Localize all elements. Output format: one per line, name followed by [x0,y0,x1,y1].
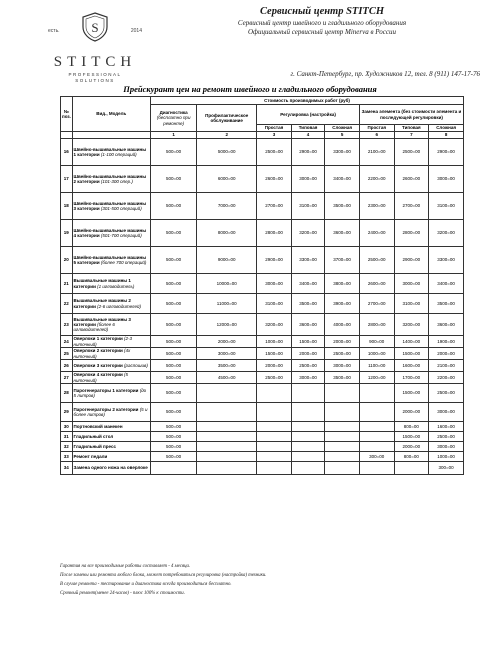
price-cell: 300=00 [359,452,394,462]
price-cell: 2000=00 [394,442,429,452]
price-cell: 2900=00 [291,139,324,166]
row-number: 26 [61,360,73,372]
row-name-cell [72,247,150,274]
row-note: (501-700 операций) [100,233,142,238]
price-cell [257,462,292,475]
price-cell [325,442,360,452]
price-cell: 1500=00 [394,384,429,403]
table-row [61,314,464,336]
price-cell: 3000=00 [291,372,324,384]
price-cell: 3100=00 [291,193,324,220]
price-cell [197,452,257,462]
price-cell: 3000=00 [257,274,292,294]
row-name: Гладильный пресс [73,443,116,449]
price-cell: 2500=00 [394,139,429,166]
price-cell: 2900=00 [394,247,429,274]
price-cell: 1500=00 [291,336,324,348]
price-cell: 2000=00 [429,348,464,360]
price-cell: 2000=00 [257,360,292,372]
price-cell [325,422,360,432]
price-cell: 3000=00 [429,166,464,193]
price-cell: 2400=00 [359,220,394,247]
table-row [61,432,464,442]
price-cell: 500=00 [151,403,197,422]
price-cell: 500=00 [151,452,197,462]
header-prophylactic: Профилактическое обслуживание [197,105,257,132]
row-name-cell [72,403,150,422]
price-cell: 9000=00 [197,247,257,274]
price-cell: 3200=00 [291,220,324,247]
price-table-body [61,139,464,475]
price-cell: 3000=00 [429,403,464,422]
price-cell [197,422,257,432]
row-number: 28 [61,384,73,403]
price-cell: 3300=00 [429,247,464,274]
footer-notes [60,564,267,600]
price-cell: 1000=00 [257,336,292,348]
price-cell: 2500=00 [257,372,292,384]
logo-est-text: есть. [48,28,60,34]
header-repl-complex: Сложная [429,125,464,132]
col-num: 3 [257,132,292,139]
price-cell: 3000=00 [291,166,324,193]
price-cell: 2000=00 [394,403,429,422]
row-note: (5 ниточный) [73,372,129,383]
row-name: Швейно-вышивальные машины 5 категории [73,254,147,265]
header-adj-complex: Сложная [325,125,360,132]
price-cell: 3000=00 [429,442,464,452]
column-number-row [61,132,464,139]
price-cell: 2800=00 [394,220,429,247]
brand-sub-line2: SOLUTIONS [75,78,115,83]
price-cell: 3300=00 [325,139,360,166]
price-cell: 10000=00 [197,274,257,294]
price-cell: 3000=00 [197,348,257,360]
price-cell: 3600=00 [325,220,360,247]
price-cell [325,452,360,462]
header-diag-note: (бесплатно при ремонте) [156,115,191,126]
price-cell: 2500=00 [429,384,464,403]
header-diag-label: Диагностика [159,110,188,116]
price-cell: 3800=00 [325,274,360,294]
row-name-cell [72,193,150,220]
price-cell [359,384,394,403]
price-cell: 500=00 [151,360,197,372]
row-name-cell [72,294,150,314]
price-cell [151,462,197,475]
table-row [61,348,464,360]
row-number: 30 [61,422,73,432]
row-name-cell [72,422,150,432]
price-cell [291,462,324,475]
price-cell: 7000=00 [197,193,257,220]
header-repl-simple: Простая [359,125,394,132]
price-cell: 2600=00 [394,166,429,193]
table-row [61,372,464,384]
price-cell [325,432,360,442]
row-note: (2-3 ниточный) [73,336,133,347]
shield-icon [81,12,109,42]
row-number: 34 [61,462,73,475]
row-number: 16 [61,139,73,166]
header-diagnostics [151,105,197,132]
price-cell: 500=00 [151,247,197,274]
price-cell: 500=00 [151,336,197,348]
price-cell [291,422,324,432]
header-cost: Стоимость производимых работ (руб) [151,97,464,105]
row-note: (до 5 литров) [73,387,147,398]
price-cell: 3400=00 [429,274,464,294]
price-cell: 6000=00 [197,166,257,193]
price-cell: 3100=00 [429,193,464,220]
table-row [61,247,464,274]
price-cell: 2800=00 [257,220,292,247]
price-cell: 500=00 [151,372,197,384]
price-cell: 4000=00 [325,314,360,336]
row-number: 33 [61,452,73,462]
price-cell [291,432,324,442]
footer-note-urgent: Срочный ремонт(менее 24-часов) - плюс 100% к стоимости. [60,591,185,596]
header-num: № поз. [61,97,73,132]
price-cell [291,384,324,403]
price-cell: 500=00 [151,348,197,360]
price-cell [325,384,360,403]
row-name-cell [72,462,150,475]
price-cell: 1200=00 [359,372,394,384]
price-cell: 3100=00 [394,294,429,314]
price-cell: 500=00 [151,139,197,166]
price-cell: 500=00 [151,220,197,247]
row-note: (4х ниточный) [73,348,131,359]
row-name: Вышивальные машины 1 категории [73,278,131,289]
table-row [61,462,464,475]
header-name: Вид., Модель [72,97,150,132]
row-name-cell [72,442,150,452]
price-cell: 3300=00 [291,247,324,274]
price-cell [257,432,292,442]
price-cell: 3200=00 [257,314,292,336]
row-note: (более 6 игловодителей) [73,321,115,333]
price-cell: 2200=00 [359,166,394,193]
row-number: 20 [61,247,73,274]
price-cell: 2700=00 [394,193,429,220]
price-cell: 2900=00 [429,139,464,166]
brand-name: STITCH [53,54,137,70]
header-title: Сервисный центр STITCH [259,6,385,17]
row-number: 32 [61,442,73,452]
col-num: 4 [291,132,324,139]
price-cell: 2100=00 [359,139,394,166]
price-cell [257,384,292,403]
table-row [61,336,464,348]
table-row [61,193,464,220]
price-cell: 1400=00 [394,336,429,348]
row-name: Вышивальные машины 2 категории [73,298,131,309]
price-cell: 500=00 [151,166,197,193]
price-cell: 2500=00 [359,247,394,274]
logo-year-text: 2014 [130,28,142,34]
table-row [61,452,464,462]
price-cell [257,422,292,432]
price-cell: 500=00 [151,314,197,336]
price-cell: 1900=00 [429,336,464,348]
row-name-cell [72,220,150,247]
header-line1: Сервисный центр швейного и гладильного оборудования [237,19,407,27]
price-cell: 3500=00 [429,294,464,314]
row-name-cell [72,336,150,348]
table-row [61,139,464,166]
row-note: (1 игловодитель) [97,283,135,289]
row-name: Швейно-вышивальные машины 3 категории [73,200,147,211]
price-cell: 2800=00 [359,314,394,336]
price-cell: 3200=00 [394,314,429,336]
price-cell: 800=00 [394,422,429,432]
price-cell: 2500=00 [429,432,464,442]
row-note: (более 700 операций) [100,260,147,265]
row-name: Швейно-вышивальные машины 2 категории [73,173,147,184]
row-name-cell [72,139,150,166]
price-cell: 3600=00 [429,314,464,336]
row-name: Оверлоки 1 категории [73,336,123,342]
table-row [61,384,464,403]
price-cell: 3000=00 [325,360,360,372]
price-cell: 1100=00 [359,360,394,372]
price-cell [359,432,394,442]
price-cell: 3500=00 [325,193,360,220]
price-cell: 500=00 [151,193,197,220]
price-cell [197,384,257,403]
table-row [61,360,464,372]
header-adjustment: Регулировка (настройка) [257,105,360,125]
price-cell: 3600=00 [291,314,324,336]
price-cell: 1500=00 [257,348,292,360]
price-cell: 11000=00 [197,294,257,314]
price-cell [325,403,360,422]
row-name-cell [72,384,150,403]
row-name: Оверлоки 3 категории [73,362,123,368]
price-cell: 2600=00 [257,166,292,193]
table-row [61,422,464,432]
price-cell: 3500=00 [197,360,257,372]
row-name: Парогенераторы 2 категории [73,406,139,412]
table-row [61,403,464,422]
price-cell: 3400=00 [291,274,324,294]
row-name-cell [72,360,150,372]
header-line2: Официальный сервисный центр Minerva в России [247,28,396,36]
price-cell: 3900=00 [325,294,360,314]
row-name-cell [72,372,150,384]
price-cell: 500=00 [151,442,197,452]
price-cell [394,462,429,475]
price-cell [291,452,324,462]
table-row [61,274,464,294]
price-cell: 1700=00 [394,372,429,384]
price-cell: 3400=00 [325,166,360,193]
price-cell: 1600=00 [429,422,464,432]
price-cell [257,442,292,452]
price-cell: 300=00 [429,462,464,475]
price-cell: 1600=00 [394,360,429,372]
price-cell [291,442,324,452]
price-cell [359,403,394,422]
price-cell [197,403,257,422]
price-cell: 2300=00 [359,193,394,220]
header-adj-typical: Типовая [291,125,324,132]
row-number: 24 [61,336,73,348]
price-cell: 2600=00 [359,274,394,294]
header-replacement: Замена элемента (без стоимости элемента и последующей регулировки) [359,105,463,125]
row-name-cell [72,274,150,294]
price-cell: 2000=00 [291,348,324,360]
header-repl-typical: Типовая [394,125,429,132]
table-row [61,442,464,452]
row-note: (1-100 операций) [100,152,137,157]
price-cell [359,442,394,452]
price-cell: 2500=00 [257,139,292,166]
price-cell: 3100=00 [257,294,292,314]
price-cell [257,403,292,422]
footer-note-adjustment: После замены или ремонта любого блока, может потребоваться регулировка (настройка) техники. [60,573,267,578]
price-cell: 500=00 [151,384,197,403]
price-cell: 3500=00 [291,294,324,314]
price-cell [325,462,360,475]
row-number: 29 [61,403,73,422]
brand-sub-line1: PROFESSIONAL [68,72,122,77]
row-note: (301-500 операций) [100,206,142,211]
price-cell: 5000=00 [197,139,257,166]
price-cell [291,403,324,422]
row-number: 21 [61,274,73,294]
row-number: 22 [61,294,73,314]
brand-subtitle [40,72,150,84]
row-number: 17 [61,166,73,193]
price-cell: 4500=00 [197,372,257,384]
price-cell [359,422,394,432]
footer-note-warranty: Гарантия на все производимые работы составляет - 4 месяца. [60,564,191,569]
price-cell: 500=00 [151,294,197,314]
price-cell: 8000=00 [197,220,257,247]
table-row [61,294,464,314]
row-name: Вышивальные машины 3 категории [73,316,131,327]
header-adj-simple: Простая [257,125,292,132]
price-cell: 1000=00 [429,452,464,462]
row-number: 27 [61,372,73,384]
price-cell: 3700=00 [325,247,360,274]
price-cell: 500=00 [151,274,197,294]
price-cell: 900=00 [359,336,394,348]
row-name: Парогенераторы 1 категории [73,387,139,393]
col-num: 7 [394,132,429,139]
price-cell [359,462,394,475]
col-num: 5 [325,132,360,139]
price-cell: 2700=00 [359,294,394,314]
row-number: 23 [61,314,73,336]
row-name: Ремонт педали [73,453,108,459]
header-block [162,6,482,37]
row-number: 19 [61,220,73,247]
col-num: 8 [429,132,464,139]
table-row [61,166,464,193]
price-cell: 2000=00 [325,336,360,348]
row-note: (101-300 опер.) [100,179,133,184]
row-name: Швейно-вышивальные машины 4 категории [73,227,147,238]
row-number: 18 [61,193,73,220]
price-cell: 2500=00 [325,348,360,360]
price-cell: 2000=00 [197,336,257,348]
price-cell: 3200=00 [429,220,464,247]
price-cell [197,442,257,452]
row-name-cell [72,314,150,336]
row-note: (5 и более литров) [73,406,148,417]
price-cell [257,452,292,462]
price-cell: 2100=00 [429,360,464,372]
price-cell: 3000=00 [394,274,429,294]
price-cell: 1500=00 [394,348,429,360]
row-number: 31 [61,432,73,442]
row-name-cell [72,348,150,360]
footer-note-diagnostics: В случае ремонта - тестирование и диагностика всегда производиться бесплатно. [60,582,232,587]
price-table [60,96,464,475]
row-name: Портновский манекен [73,423,123,429]
price-cell: 2900=00 [257,247,292,274]
price-cell: 500=00 [151,432,197,442]
price-cell: 1500=00 [394,432,429,442]
price-cell: 1000=00 [359,348,394,360]
row-note: (распошив) [124,362,148,368]
price-cell: 2200=00 [429,372,464,384]
col-num: 6 [359,132,394,139]
price-cell: 2500=00 [291,360,324,372]
price-cell: 800=00 [394,452,429,462]
row-number: 25 [61,348,73,360]
row-name-cell [72,432,150,442]
table-row [61,220,464,247]
row-name: Замена одного ножа на оверлоке [73,465,148,471]
header-address: г. Санкт-Петербург, пр. Художников 12, тел. 8 (911) 147-17-76 [290,70,480,78]
price-cell: 500=00 [151,422,197,432]
row-name: Швейно-вышивальные машины 1 категории [73,146,147,157]
row-name-cell [72,166,150,193]
row-name: Оверлоки 4 категории [73,372,123,378]
price-cell: 12000=00 [197,314,257,336]
price-cell: 2700=00 [257,193,292,220]
price-cell: 3500=00 [325,372,360,384]
row-note: (2-6 игловодителей) [97,303,141,309]
row-name: Оверлоки 2 категории [73,348,123,354]
row-name-cell [72,452,150,462]
seal-letter: S [91,20,99,35]
col-num: 2 [197,132,257,139]
price-cell [197,462,257,475]
col-num: 1 [151,132,197,139]
price-cell [197,432,257,442]
document-title: Прейскурант цен на ремонт швейного и гладильного оборудования [123,84,377,94]
row-name: Гладильный стол [73,433,114,439]
